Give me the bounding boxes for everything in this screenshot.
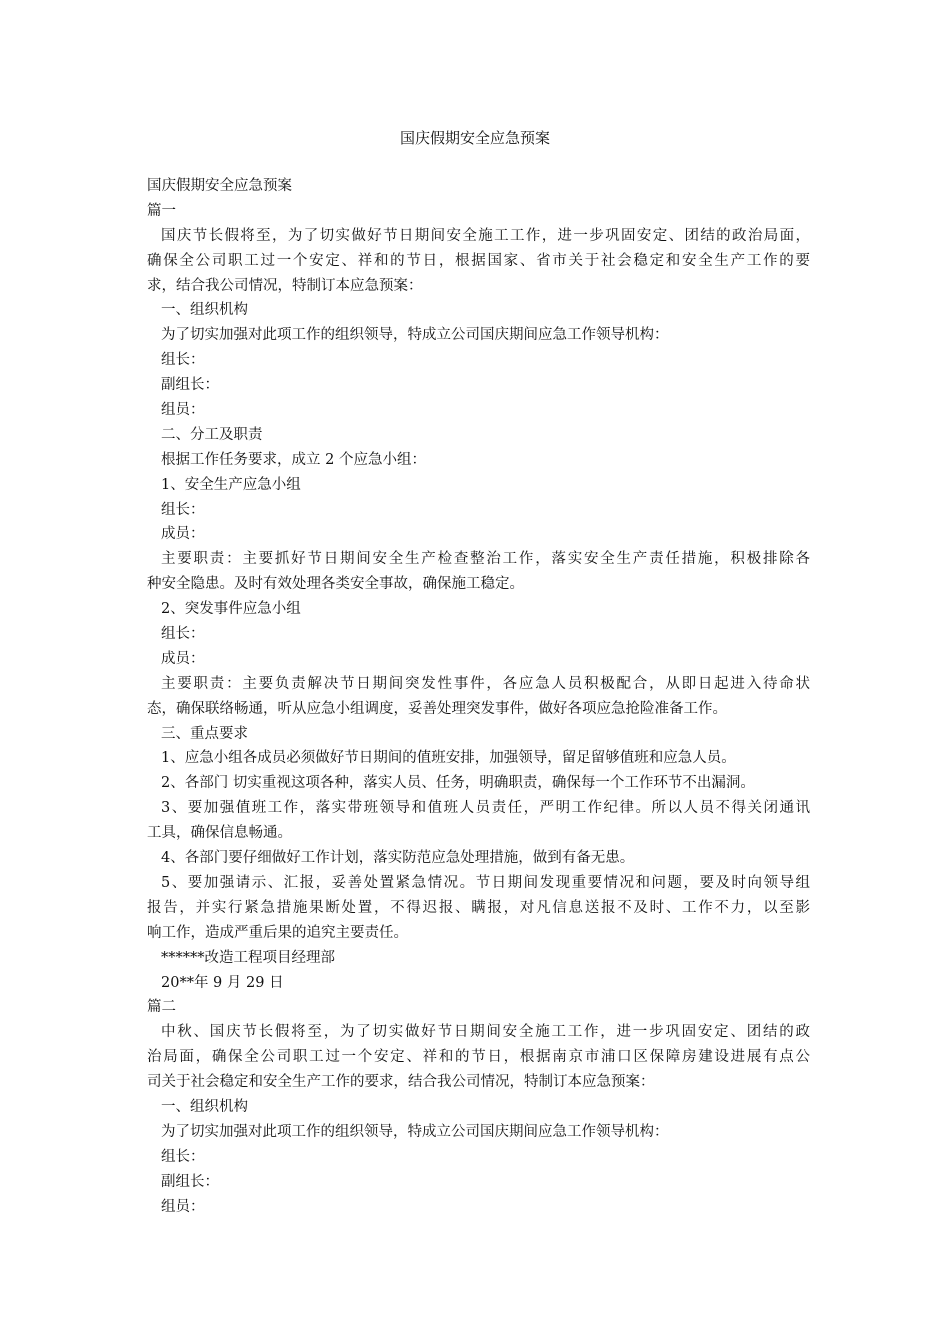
document-line: 3、要加强值班工作，落实带班领导和值班人员责任，严明工作纪律。所以人员不得关闭通讯 xyxy=(161,800,810,817)
document-body xyxy=(145,174,810,1219)
document-line: 根据工作任务要求，成立 2 个应急小组： xyxy=(161,451,426,468)
document-line: 主要职责：主要负责解决节日期间突发性事件，各应急人员积极配合，从即日起进入待命状 xyxy=(161,675,810,692)
document-line: 国庆节长假将至，为了切实做好节日期间安全施工工作，进一步巩固安定、团结的政治局面， xyxy=(161,227,810,244)
document-line: 确保全公司职工过一个安定、祥和的节日，根据国家、省市关于社会稳定和安全生产工作的要 xyxy=(147,252,810,269)
document-line: 国庆假期安全应急预案 xyxy=(147,178,292,194)
document-title: 国庆假期安全应急预案 xyxy=(399,129,550,147)
document-line: 组员： xyxy=(161,402,205,419)
document-line: 为了切实加强对此项工作的组织领导，特成立公司国庆期间应急工作领导机构： xyxy=(161,327,669,344)
document-line: 中秋、国庆节长假将至，为了切实做好节日期间安全施工工作，进一步巩固安定、团结的政 xyxy=(161,1024,810,1041)
document-line: 成员： xyxy=(161,526,205,543)
document-line: 报告，并实行紧急措施果断处置，不得迟报、瞒报，对凡信息送报不及时、工作不力，以至影 xyxy=(147,899,810,916)
document-line: 成员： xyxy=(161,650,205,667)
document-line: 一、组织机构 xyxy=(161,1098,248,1115)
document-line: 篇二 xyxy=(147,999,176,1016)
document-line: 组长： xyxy=(161,626,205,643)
document-line: 2、各部门 切实重视这项各种，落实人员、任务，明确职责，确保每一个工作环节不出漏洞。 xyxy=(161,775,755,792)
document-line: 工具，确保信息畅通。 xyxy=(147,825,292,842)
document-line: 组长： xyxy=(161,501,205,518)
document-line: 组员： xyxy=(161,1198,205,1215)
document-line: 副组长： xyxy=(161,377,219,394)
document-line: 组长： xyxy=(161,1148,205,1165)
document-line: 三、重点要求 xyxy=(161,725,248,742)
document-line: 为了切实加强对此项工作的组织领导，特成立公司国庆期间应急工作领导机构： xyxy=(161,1123,669,1140)
document-line: 篇一 xyxy=(147,202,176,219)
document-line: 组长： xyxy=(161,352,205,369)
document-line: 司关于社会稳定和安全生产工作的要求，结合我公司情况，特制订本应急预案： xyxy=(147,1074,655,1091)
document-line: 20**年 9 月 29 日 xyxy=(161,974,284,991)
document-line: 主要职责：主要抓好节日期间安全生产检查整治工作，落实安全生产责任措施，积极排除各 xyxy=(161,551,810,568)
document-line: 种安全隐患。及时有效处理各类安全事故，确保施工稳定。 xyxy=(147,576,524,593)
document-line: 治局面，确保全公司职工过一个安定、祥和的节日，根据南京市浦口区保障房建设进展有点公 xyxy=(147,1049,810,1066)
document-line: 副组长： xyxy=(161,1173,219,1190)
document-line: 求，结合我公司情况，特制订本应急预案： xyxy=(147,277,423,294)
document-line: 1、安全生产应急小组 xyxy=(161,476,301,493)
document-line: 二、分工及职责 xyxy=(161,426,263,443)
document-line: 1、应急小组各成员必须做好节日期间的值班安排，加强领导，留足留够值班和应急人员。 xyxy=(161,750,736,767)
document-line: 一、组织机构 xyxy=(161,302,248,319)
document-line: 响工作，造成严重后果的追究主要责任。 xyxy=(147,924,408,941)
document-line: 4、各部门要仔细做好工作计划，落实防范应急处理措施，做到有备无患。 xyxy=(161,850,635,867)
document-line: 5、要加强请示、汇报，妥善处置紧急情况。节日期间发现重要情况和问题，要及时向领导组 xyxy=(161,874,810,891)
document-line: ******改造工程项目经理部 xyxy=(161,949,335,966)
document-line: 态，确保联络畅通，听从应急小组调度，妥善处理突发事件，做好各项应急抢险准备工作。 xyxy=(147,700,727,717)
document-line: 2、突发事件应急小组 xyxy=(161,601,301,618)
